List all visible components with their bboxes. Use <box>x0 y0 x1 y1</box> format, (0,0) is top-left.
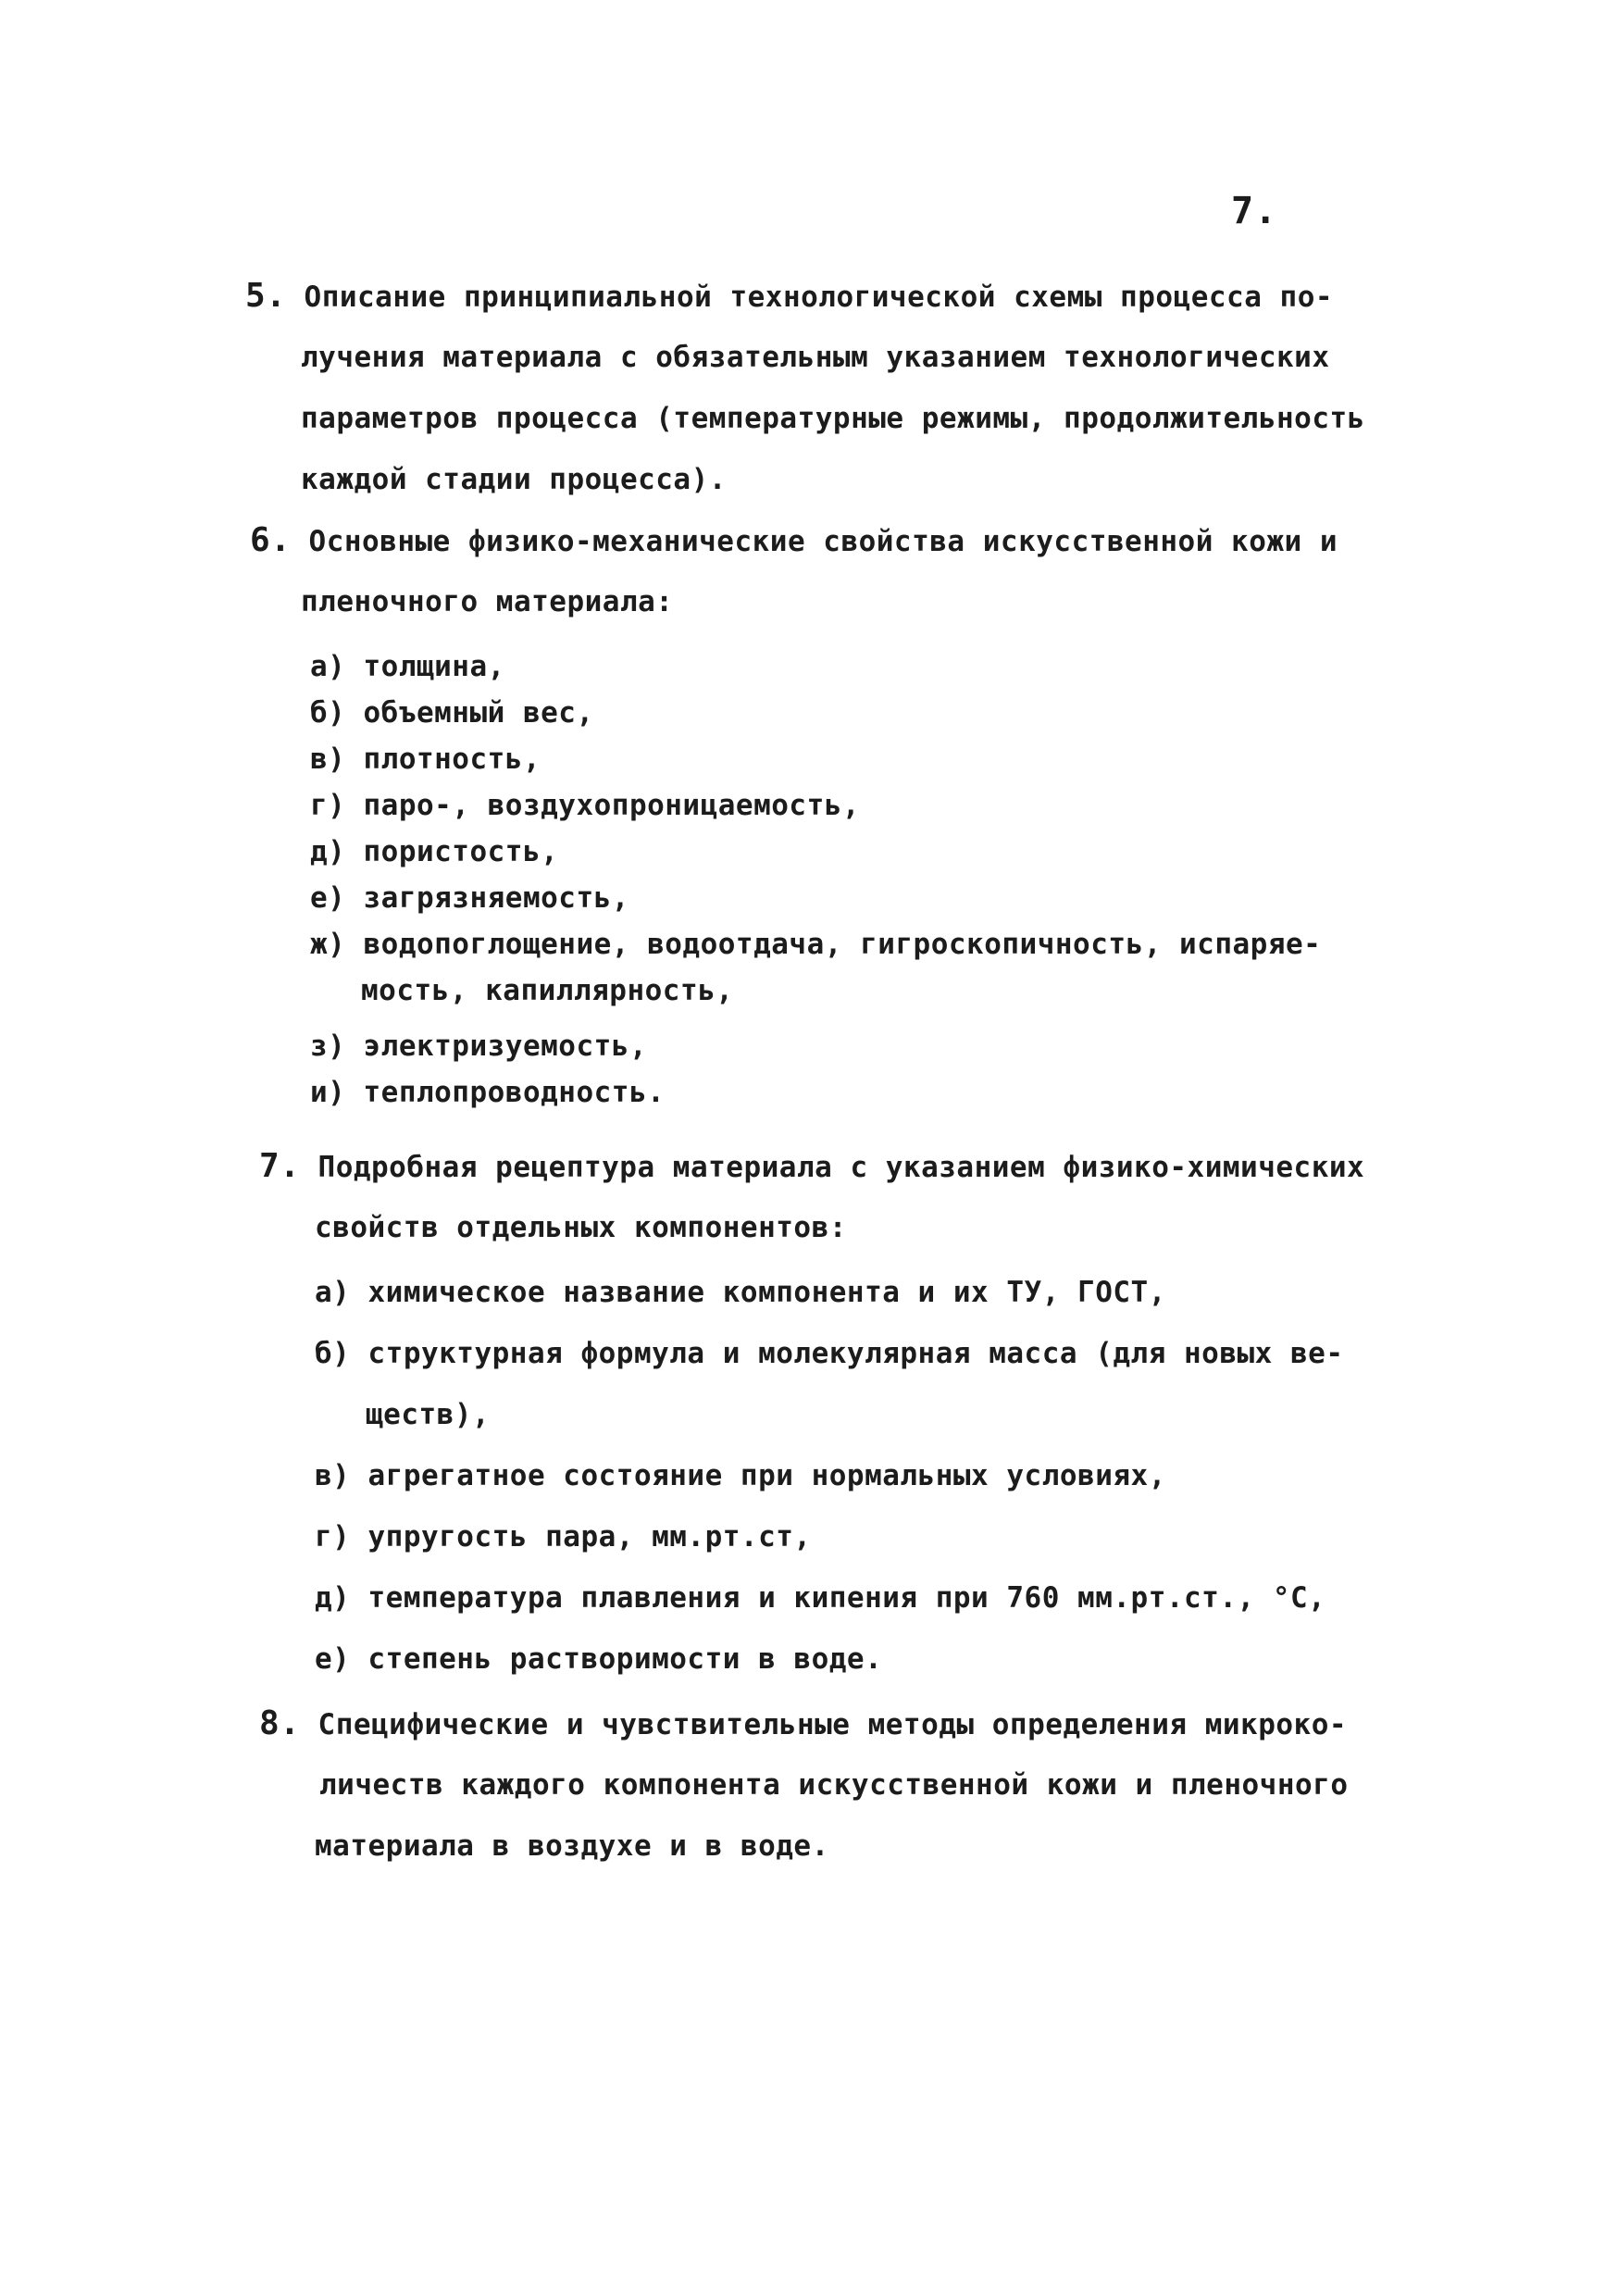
section-5-text-1: Описание принципиальной технологической схемы процесса по- <box>304 281 1334 314</box>
section-7-line-1 <box>259 1148 1364 1186</box>
section-7-item-a: а) химическое название компонента и их ТУ, ГОСТ, <box>315 1276 1166 1309</box>
section-6-item-i: и) теплопроводность. <box>310 1076 666 1109</box>
section-7-item-e: е) степень растворимости в воде. <box>315 1642 883 1676</box>
section-5-line-2: лучения материала с обязательным указанием технологических <box>301 341 1330 374</box>
section-7-line-2: свойств отдельных компонентов: <box>315 1211 847 1244</box>
section-8-line-1 <box>259 1705 1347 1743</box>
section-6-item-z: з) электризуемость, <box>310 1029 648 1063</box>
section-8-line-3: материала в воздухе и в воде. <box>315 1829 829 1863</box>
page-number: 7. <box>1231 190 1278 232</box>
section-8-line-2: личеств каждого компонента искусственной кожи и пленочного <box>319 1768 1349 1802</box>
section-6-item-v: в) плотность, <box>310 742 541 776</box>
section-6-item-zh-cont: мость, капиллярность, <box>361 974 734 1007</box>
section-6-item-b: б) объемный вес, <box>310 696 594 730</box>
section-6-line-2: пленочного материала: <box>301 585 674 618</box>
section-6-item-d: д) пористость, <box>310 835 559 868</box>
section-7-text-1: Подробная рецептура материала с указанием физико-химических <box>317 1151 1365 1184</box>
section-5-line-3: параметров процесса (температурные режимы, продолжительность <box>301 402 1365 435</box>
section-5-line-1 <box>245 278 1333 316</box>
section-7-item-d: д) температура плавления и кипения при 760 мм.рт.ст., °С, <box>315 1581 1326 1615</box>
section-5-line-4: каждой стадии процесса). <box>301 463 727 496</box>
section-8-text-1: Специфические и чувствительные методы определения микроко- <box>317 1708 1348 1741</box>
section-6-item-g: г) паро-, воздухопроницаемость, <box>310 789 861 822</box>
section-6-item-a: а) толщина, <box>310 650 505 683</box>
section-6-number: 6. <box>250 521 292 559</box>
section-5-number: 5. <box>245 277 287 315</box>
section-8-number: 8. <box>259 1704 301 1742</box>
section-7-item-v: в) агрегатное состояние при нормальных условиях, <box>315 1459 1166 1492</box>
section-6-line-1 <box>250 522 1338 560</box>
section-6-item-zh: ж) водопоглощение, водоотдача, гигроскопичность, испаряе- <box>310 928 1322 961</box>
section-7-item-g: г) упругость пара, мм.рт.ст, <box>315 1520 812 1554</box>
section-7-item-b: б) структурная формула и молекулярная масса (для новых ве- <box>315 1337 1344 1370</box>
section-6-item-e: е) загрязняемость, <box>310 881 629 915</box>
section-7-item-b-cont: ществ), <box>366 1398 491 1431</box>
section-7-number: 7. <box>259 1147 301 1185</box>
section-6-text-1: Основные физико-механические свойства искусственной кожи и <box>308 525 1338 558</box>
